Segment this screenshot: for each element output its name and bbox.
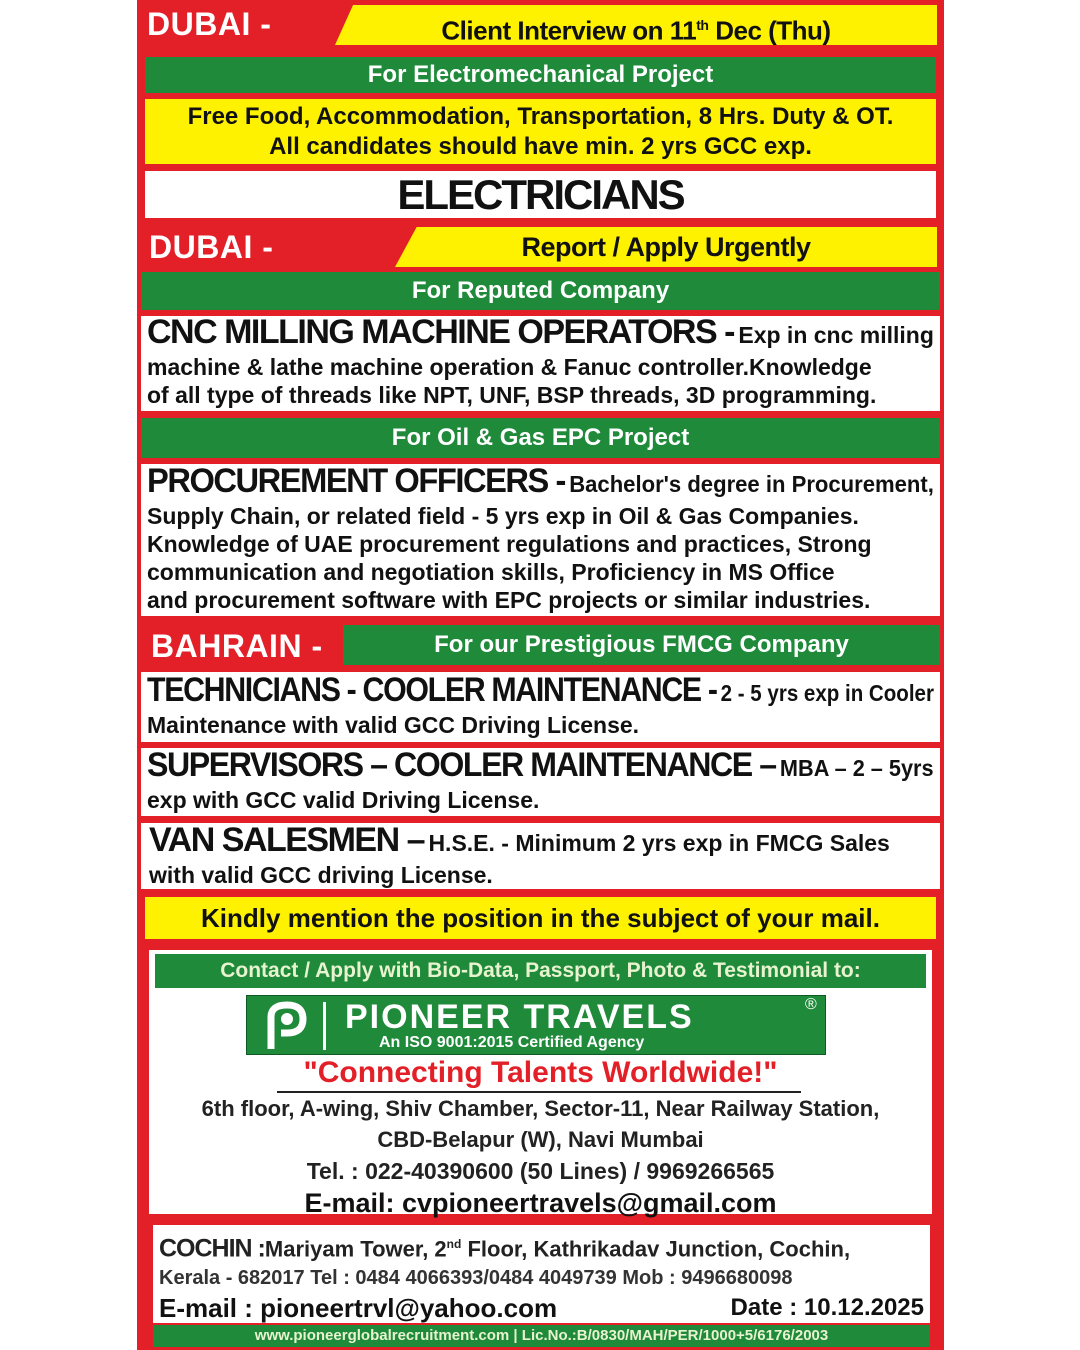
job-desc: Bachelor's degree in Procurement, <box>569 471 934 497</box>
job-desc: with valid GCC driving License. <box>149 862 493 888</box>
job-desc: and procurement software with EPC projects or similar industries. <box>147 587 871 613</box>
mention-notice: Kindly mention the position in the subject of your mail. <box>145 897 936 939</box>
tagline-underline <box>277 1091 801 1093</box>
address-line: CBD-Belapur (W), Navi Mumbai <box>377 1127 704 1152</box>
company-name: PIONEER TRAVELS <box>345 998 694 1036</box>
iso-certification: An ISO 9001:2015 Certified Agency <box>379 1034 645 1051</box>
role-electricians <box>145 171 936 218</box>
location-label: DUBAI - <box>149 229 274 265</box>
benefits-line: All candidates should have min. 2 yrs GCC exp. <box>269 133 812 160</box>
interview-text: Client Interview on 11th Dec (Thu) <box>441 15 831 46</box>
cochin-label: COCHIN : <box>159 1234 265 1263</box>
job-desc: MBA – 2 – 5yrs <box>779 755 934 781</box>
job-cnc-operators <box>141 313 940 411</box>
job-desc: Supply Chain, or related field - 5 yrs exp in Oil & Gas Companies. <box>147 503 859 529</box>
contact-header: Contact / Apply with Bio-Data, Passport, Photo & Testimonial to: <box>155 954 926 988</box>
pioneer-logo <box>246 995 826 1055</box>
registered-mark: ® <box>805 996 817 1013</box>
address-line: 6th floor, A-wing, Shiv Chamber, Sector-11, Near Railway Station, <box>201 1096 880 1121</box>
job-title: PROCUREMENT OFFICERS - <box>147 462 565 500</box>
job-title: TECHNICIANS - COOLER MAINTENANCE - <box>147 671 717 709</box>
header-dubai-2 <box>137 224 944 270</box>
location-label: DUBAI - <box>147 6 272 42</box>
job-desc: communication and negotiation skills, Proficiency in MS Office <box>147 559 835 585</box>
role-title: ELECTRICIANS <box>397 171 684 218</box>
tagline: "Connecting Talents Worldwide!" <box>303 1056 778 1089</box>
job-desc: exp with GCC valid Driving License. <box>147 787 540 813</box>
project-oil-gas: For Oil & Gas EPC Project <box>141 418 940 458</box>
pioneer-p-logo-icon <box>257 997 315 1055</box>
job-desc: H.S.E. - Minimum 2 yrs exp in FMCG Sales <box>428 830 890 856</box>
job-technicians <box>141 672 940 742</box>
job-desc: of all type of threads like NPT, UNF, BSP threads, 3D programming. <box>147 382 877 408</box>
job-title: VAN SALESMEN – <box>149 821 424 859</box>
job-advertisement <box>137 0 944 1350</box>
header-bahrain <box>137 622 944 666</box>
job-title: CNC MILLING MACHINE OPERATORS - <box>147 313 734 351</box>
contact-box <box>146 947 935 1217</box>
telephone: Tel. : 022-40390600 (50 Lines) / 9969266565 <box>306 1158 775 1184</box>
benefits-line: Free Food, Accommodation, Transportation, 8 Hrs. Duty & OT. <box>187 103 894 130</box>
company-fmcg: For our Prestigious FMCG Company <box>343 625 940 665</box>
job-supervisors <box>141 748 940 816</box>
cochin-email[interactable]: E-mail : pioneertrvl@yahoo.com <box>159 1293 558 1324</box>
benefits-box <box>145 99 936 164</box>
urgent-text: Report / Apply Urgently <box>521 232 811 262</box>
cochin-box: COCHIN :Mariyam Tower, 2nd Floor, Kathrikadav Junction, Cochin, Kerala - 682017 Tel : 0484 4066393/0484 4049739 Mob : 9496680098 E-mail : pioneertrvl@yahoo.com Date : 10.12.2025 <box>153 1225 930 1323</box>
company-reputed: For Reputed Company <box>141 272 940 310</box>
job-desc: Maintenance with valid GCC Driving License. <box>147 712 640 738</box>
job-van-salesmen <box>141 823 940 889</box>
job-title: SUPERVISORS – COOLER MAINTENANCE – <box>147 746 776 784</box>
logo-divider <box>323 1002 326 1050</box>
job-desc: 2 - 5 yrs exp in Cooler <box>720 680 934 706</box>
header-dubai-1 <box>137 0 944 48</box>
location-label: BAHRAIN - <box>151 628 323 664</box>
job-procurement-officers <box>141 464 940 616</box>
post-date: Date : 10.12.2025 <box>730 1294 924 1322</box>
contact-email[interactable]: E-mail: cvpioneertravels@gmail.com <box>304 1188 777 1218</box>
footer-website-license: www.pioneerglobalrecruitment.com | Lic.No.:B/0830/MAH/PER/1000+5/6176/2003 <box>153 1325 930 1347</box>
job-desc: Exp in cnc milling <box>738 322 934 348</box>
job-desc: machine & lathe machine operation & Fanuc controller.Knowledge <box>147 354 872 380</box>
project-electromechanical: For Electromechanical Project <box>145 57 936 93</box>
job-desc: Knowledge of UAE procurement regulations and practices, Strong <box>147 531 872 557</box>
